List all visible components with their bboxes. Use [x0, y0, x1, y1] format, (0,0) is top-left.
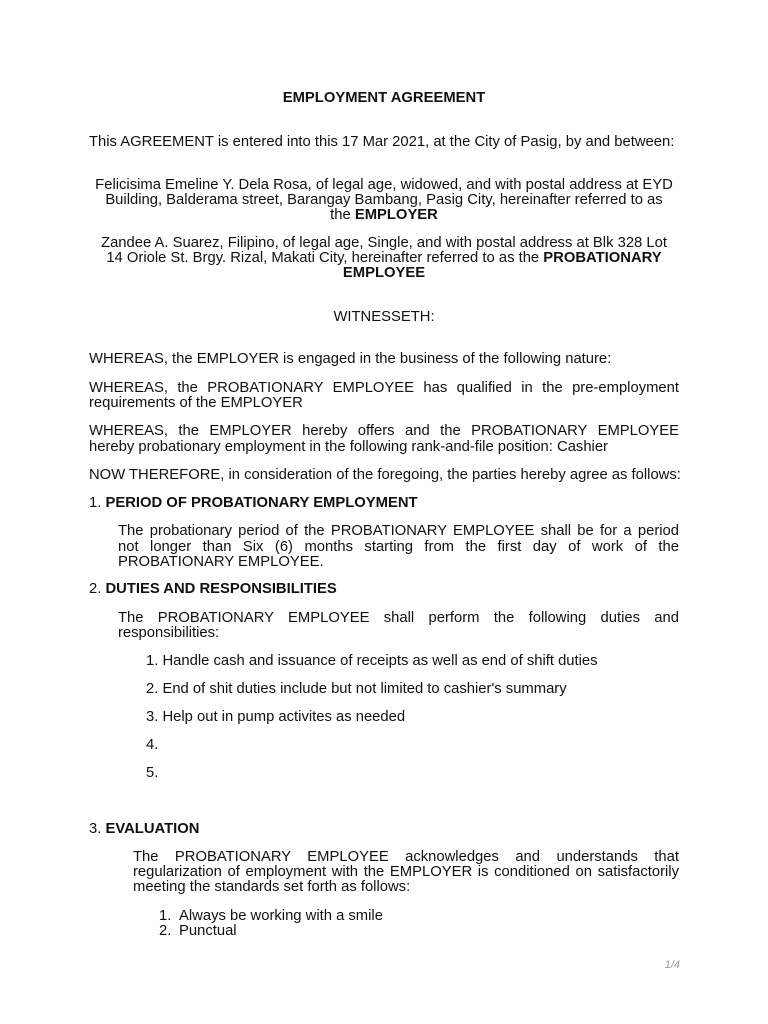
- witnesseth-heading: WITNESSETH:: [333, 309, 435, 325]
- section-number: 1.: [89, 495, 102, 511]
- employee-designation-part1: PROBATIONARY: [543, 250, 662, 266]
- duty-list-item: 2. End of shit duties include but not limited to cashier's summary: [146, 681, 567, 697]
- section-body-line: PROBATIONARY EMPLOYEE.: [118, 554, 324, 570]
- section-body-line: responsibilities:: [118, 625, 220, 641]
- section-heading: [89, 581, 337, 597]
- section-number: 3.: [89, 821, 102, 837]
- section-title: DUTIES AND RESPONSIBILITIES: [105, 581, 337, 597]
- whereas-clause-line: hereby probationary employment in the following rank-and-file position: Cashier: [89, 439, 608, 455]
- agreement-intro: This AGREEMENT is entered into this 17 Mar 2021, at the City of Pasig, by and between:: [89, 134, 675, 150]
- section-number: 2.: [89, 581, 102, 597]
- employee-party-line: [89, 265, 679, 281]
- whereas-clause-line: WHEREAS, the PROBATIONARY EMPLOYEE has qualified in the pre-employment: [89, 380, 679, 396]
- section-body-line: The probationary period of the PROBATIONARY EMPLOYEE shall be for a period: [118, 523, 679, 539]
- employee-designation-part2: EMPLOYEE: [342, 265, 426, 281]
- page-indicator: 1/4: [664, 959, 680, 971]
- section-heading: [89, 495, 418, 511]
- employee-party-line: [89, 250, 679, 266]
- employer-designation: EMPLOYER: [354, 207, 438, 223]
- section-body-line: The PROBATIONARY EMPLOYEE shall perform the following duties and: [118, 610, 679, 626]
- section-body-line: not longer than Six (6) months starting from the first day of work of the: [118, 539, 679, 555]
- section-body-line: regularization of employment with the EMPLOYER is conditioned on satisfactorily: [133, 864, 679, 880]
- employer-party-line-text: the: [330, 207, 351, 223]
- standard-text: Punctual: [179, 923, 237, 939]
- employer-party-line: Felicisima Emeline Y. Dela Rosa, of legal age, widowed, and with postal address at EYD: [95, 177, 673, 193]
- section-title: EVALUATION: [105, 821, 200, 837]
- whereas-clause-line: requirements of the EMPLOYER: [89, 395, 303, 411]
- section-body-line: The PROBATIONARY EMPLOYEE acknowledges and understands that: [133, 849, 679, 865]
- standard-text: Always be working with a smile: [179, 908, 383, 924]
- section-title: PERIOD OF PROBATIONARY EMPLOYMENT: [105, 495, 418, 511]
- now-therefore-clause: NOW THEREFORE, in consideration of the foregoing, the parties hereby agree as follows:: [89, 467, 681, 483]
- duty-list-item: 5.: [146, 765, 159, 781]
- employer-party-line: Building, Balderama street, Barangay Bambang, Pasig City, hereinafter referred to as: [105, 192, 663, 208]
- standard-number: 2.: [159, 923, 172, 939]
- whereas-clause-line: WHEREAS, the EMPLOYER hereby offers and the PROBATIONARY EMPLOYEE: [89, 423, 679, 439]
- document-title-text: EMPLOYMENT AGREEMENT: [282, 90, 486, 106]
- duty-list-item: 4.: [146, 737, 159, 753]
- section-heading: [89, 821, 199, 837]
- document-title: [89, 90, 679, 106]
- section-body-line: meeting the standards set forth as follows:: [133, 879, 411, 895]
- whereas-clause-line: WHEREAS, the EMPLOYER is engaged in the business of the following nature:: [89, 351, 612, 367]
- duty-list-item: 1. Handle cash and issuance of receipts as well as end of shift duties: [146, 653, 598, 669]
- duty-list-item: 3. Help out in pump activites as needed: [146, 709, 406, 725]
- employee-party-line-text: 14 Oriole St. Brgy. Rizal, Makati City, hereinafter referred to as the: [106, 250, 540, 266]
- employee-party-line: Zandee A. Suarez, Filipino, of legal age, Single, and with postal address at Blk 328 Lot: [101, 235, 667, 251]
- standard-number: 1.: [159, 908, 172, 924]
- employer-party-line: [89, 207, 679, 223]
